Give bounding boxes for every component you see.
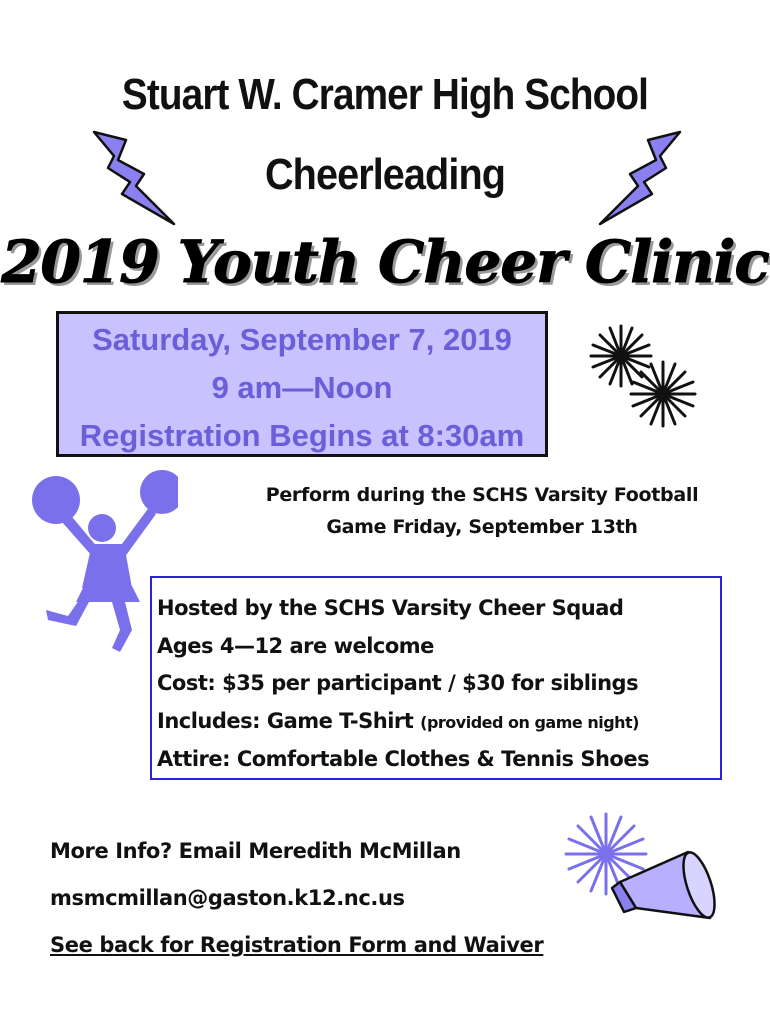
cost: Cost: $35 per participant / $30 for siblings <box>157 671 639 695</box>
includes-note: (provided on game night) <box>420 712 639 732</box>
hosted-by: Hosted by the SCHS Varsity Cheer Squad <box>157 596 624 620</box>
event-title: 2019 Youth Cheer Clinic <box>1 228 769 296</box>
includes-label: Includes: Game T-Shirt <box>157 708 414 733</box>
details-box <box>150 576 722 780</box>
pom-poms-icon <box>585 318 700 433</box>
event-date: Saturday, September 7, 2019 <box>92 322 512 357</box>
lightning-bolt-icon <box>596 130 682 228</box>
school-name: Stuart W. Cramer High School <box>121 70 649 119</box>
registration-time: Registration Begins at 8:30am <box>79 418 525 453</box>
see-back-note: See back for Registration Form and Waiver <box>50 933 544 957</box>
email-address[interactable]: msmcmillan@gaston.k12.nc.us <box>50 886 405 910</box>
program-name: Cheerleading <box>264 150 506 199</box>
contact-section <box>50 828 543 969</box>
perform-line-2: Game Friday, September 13th <box>326 516 638 538</box>
perform-notice <box>232 479 732 543</box>
event-time: 9 am—Noon <box>211 370 393 405</box>
includes <box>157 703 720 742</box>
perform-line-1: Perform during the SCHS Varsity Football <box>265 484 699 506</box>
ages: Ages 4—12 are welcome <box>157 633 434 658</box>
more-info: More Info? Email Meredith McMillan <box>50 839 461 863</box>
date-box <box>56 311 548 457</box>
lightning-bolt-icon <box>92 130 178 228</box>
attire: Attire: Comfortable Clothes & Tennis Shoes <box>157 747 650 771</box>
megaphone-icon <box>560 808 720 938</box>
